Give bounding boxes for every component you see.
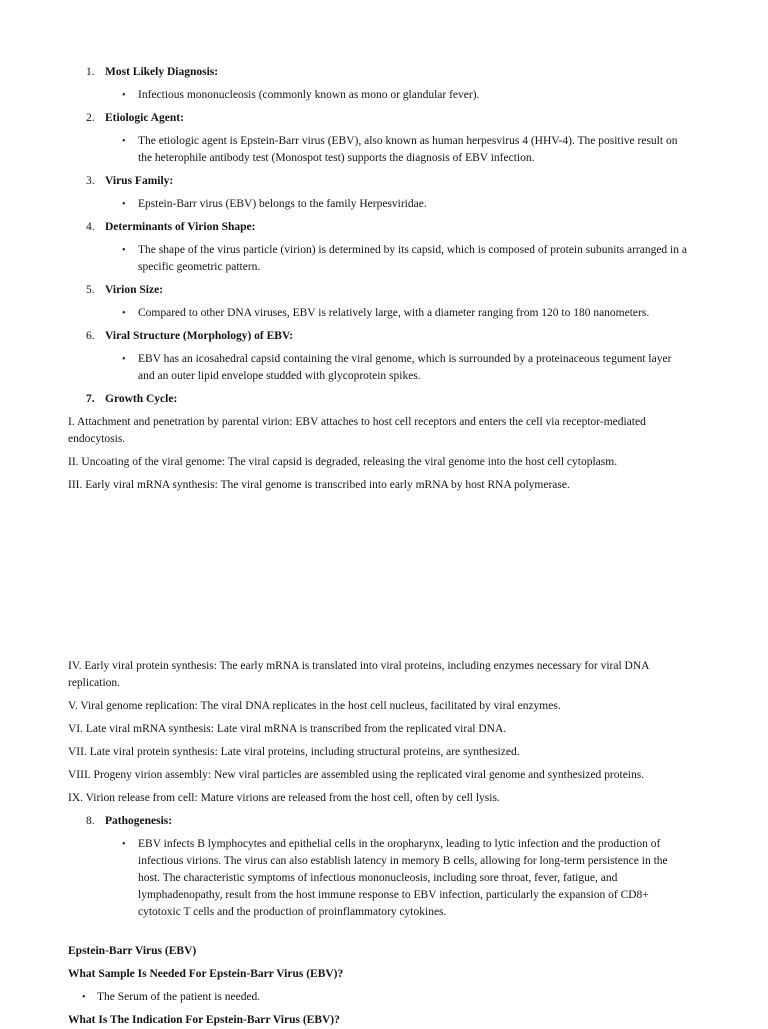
item-title: Etiologic Agent: <box>105 112 184 124</box>
item-number: 5. <box>86 284 95 296</box>
bullet-text: The shape of the virus particle (virion) is determined by its capsid, which is composed of protein subunits arranged in a specific geometric pattern. <box>138 244 687 273</box>
numbered-item <box>86 219 708 236</box>
bullet-marker: • <box>122 199 126 210</box>
numbered-item <box>86 813 708 830</box>
bullet-text: Epstein-Barr virus (EBV) belongs to the family Herpesviridae. <box>138 198 427 210</box>
item-title: Virus Family: <box>105 175 174 187</box>
item-number: 2. <box>86 112 95 124</box>
bullet-item <box>122 836 688 921</box>
bullet-marker: • <box>122 308 126 319</box>
item-title: Most Likely Diagnosis: <box>105 66 219 78</box>
item-number: 7. <box>86 393 95 405</box>
paragraph: VIII. Progeny virion assembly: New viral particles are assembled using the replicated viral genome and synthesized proteins. <box>68 769 645 781</box>
item-number: 1. <box>86 66 95 78</box>
section-heading: What Is The Indication For Epstein-Barr Virus (EBV)? <box>68 1014 340 1026</box>
bullet-text: The etiologic agent is Epstein-Barr virus (EBV), also known as human herpesvirus 4 (HHV-4). The positive result on the heterophile antibody test (Monospot test) supports the diagnosis of EBV infection. <box>138 135 678 164</box>
bullet-marker: • <box>82 992 86 1003</box>
item-title: Growth Cycle: <box>105 393 178 405</box>
paragraph: VII. Late viral protein synthesis: Late viral proteins, including structural proteins, are synthesized. <box>68 746 520 758</box>
bullet-item <box>122 133 688 167</box>
paragraph: IX. Virion release from cell: Mature virions are released from the host cell, often by cell lysis. <box>68 792 500 804</box>
numbered-item <box>86 282 708 299</box>
bullet-item <box>122 196 688 213</box>
bullet-text: EBV has an icosahedral capsid containing the viral genome, which is surrounded by a proteinaceous tegument layer and an outer lipid envelope studded with glycoprotein spikes. <box>138 353 672 382</box>
numbered-item <box>86 391 708 408</box>
bullet-text: EBV infects B lymphocytes and epithelial cells in the oropharynx, leading to lytic infection and the production of infectious virions. The virus can also establish latency in memory B cells, allowing for long-term persistence in the host. The characteristic symptoms of infectious mononucleosis, including sore throat, fever, fatigue, and lymphadenopathy, result from the host immune response to EBV infection, particularly the expansion of CD8+ cytotoxic T cells and the production of proinflammatory cytokines. <box>138 838 668 918</box>
content-gap <box>68 927 708 943</box>
item-number: 3. <box>86 175 95 187</box>
bullet-item <box>122 242 688 276</box>
item-number: 6. <box>86 330 95 342</box>
numbered-item <box>86 64 708 81</box>
bullet-item <box>82 989 688 1006</box>
numbered-item <box>86 173 708 190</box>
item-title: Virion Size: <box>105 284 164 296</box>
bullet-item <box>122 305 688 322</box>
content-gap <box>68 500 708 658</box>
bullet-text: Infectious mononucleosis (commonly known as mono or glandular fever). <box>138 89 480 101</box>
bullet-item <box>122 87 688 104</box>
bullet-text: The Serum of the patient is needed. <box>97 991 261 1003</box>
item-number: 8. <box>86 815 95 827</box>
numbered-item <box>86 110 708 127</box>
item-title: Viral Structure (Morphology) of EBV: <box>105 330 294 342</box>
bullet-marker: • <box>122 839 126 850</box>
section-heading: What Sample Is Needed For Epstein-Barr Virus (EBV)? <box>68 968 344 980</box>
bullet-marker: • <box>122 245 126 256</box>
paragraph: III. Early viral mRNA synthesis: The viral genome is transcribed into early mRNA by host RNA polymerase. <box>68 479 570 491</box>
numbered-item <box>86 328 708 345</box>
paragraph: IV. Early viral protein synthesis: The early mRNA is translated into viral proteins, including enzymes necessary for viral DNA replication. <box>68 660 649 689</box>
item-title: Determinants of Virion Shape: <box>105 221 256 233</box>
bullet-marker: • <box>122 90 126 101</box>
bullet-item <box>122 351 688 385</box>
bullet-marker: • <box>122 136 126 147</box>
paragraph: V. Viral genome replication: The viral DNA replicates in the host cell nucleus, facilitated by viral enzymes. <box>68 700 561 712</box>
section-heading: Epstein-Barr Virus (EBV) <box>68 945 197 957</box>
item-title: Pathogenesis: <box>105 815 173 827</box>
item-number: 4. <box>86 221 95 233</box>
paragraph: II. Uncoating of the viral genome: The viral capsid is degraded, releasing the viral genome into the host cell cytoplasm. <box>68 456 618 468</box>
document-body <box>68 64 708 1029</box>
paragraph: VI. Late viral mRNA synthesis: Late viral mRNA is transcribed from the replicated viral DNA. <box>68 723 507 735</box>
bullet-text: Compared to other DNA viruses, EBV is relatively large, with a diameter ranging from 120 to 180 nanometers. <box>138 307 650 319</box>
paragraph: I. Attachment and penetration by parental virion: EBV attaches to host cell receptors and enters the cell via receptor-mediated endocytosis. <box>68 416 646 445</box>
bullet-marker: • <box>122 354 126 365</box>
